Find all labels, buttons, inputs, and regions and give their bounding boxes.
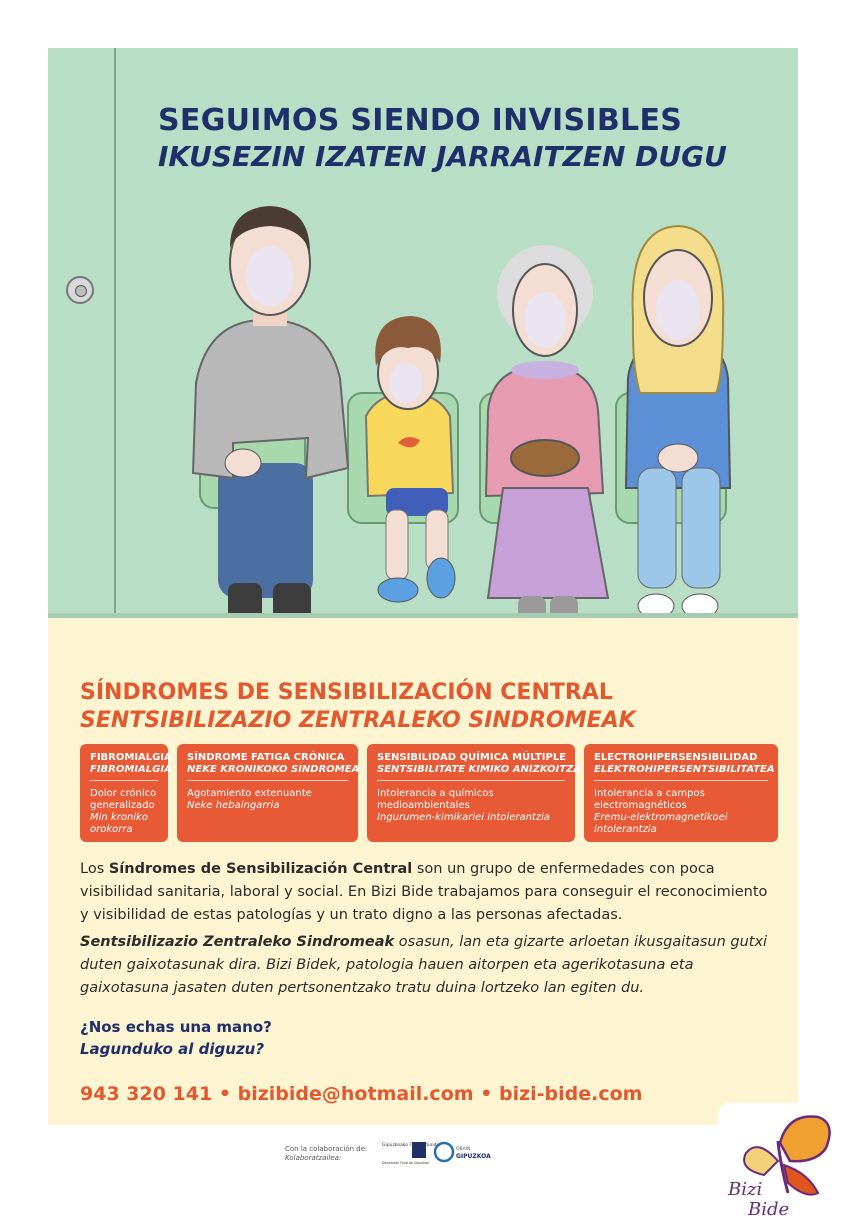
logo-word-2: Bide — [748, 1199, 790, 1220]
phone-number[interactable]: 943 320 141 — [80, 1083, 213, 1105]
bullet-separator: • — [218, 1083, 231, 1105]
syndrome-desc-es: Dolor crónico generalizado — [90, 788, 157, 811]
divider — [187, 780, 348, 781]
woman-figure — [626, 226, 730, 618]
syndrome-name-es: ELECTROHIPERSENSIBILIDAD — [594, 752, 758, 763]
syndrome-name-es: FIBROMIALGIA — [90, 752, 172, 763]
butterfly-logo-icon — [718, 1103, 846, 1223]
syndrome-name-eu: NEKE KRONIKOKO SINDROMEA — [187, 764, 360, 775]
syndrome-name-eu: ELEKTROHIPERSENTSIBILITATEA — [594, 764, 775, 775]
syndrome-card-electrohypersensitivity — [584, 744, 778, 842]
text-fragment: son un grupo de enfermedades con poca visibilidad sanitaria, laboral y social. En Bizi Bide trabajamos para conseguir el reconocimiento y visibilidad de estas patologías y un trato digno a las personas afectadas. — [80, 861, 768, 923]
syndrome-desc-eu: Min kroniko orokorra — [90, 812, 148, 835]
syndrome-desc-es: Intolerancia a químicos medioambientales — [377, 788, 494, 811]
section-title-basque: SENTSIBILIZAZIO ZENTRALEKO SINDROMEAK — [80, 708, 636, 733]
collab-label-eu: Kolaboratzailea: — [285, 1154, 342, 1162]
divider — [594, 780, 768, 781]
syndrome-card-fibromyalgia — [80, 744, 172, 842]
description-basque — [80, 931, 780, 1000]
people-illustration — [48, 48, 798, 618]
divider — [90, 780, 158, 781]
description-spanish — [80, 858, 780, 927]
gipuzkoa-name-eu: Gipuzkoako Foru Aldundia — [382, 1143, 441, 1148]
logo-word-1: Bizi — [728, 1179, 763, 1200]
gipuzkoa-label: GIPUZKOA — [456, 1153, 491, 1160]
syndrome-card-chronic-fatigue — [177, 744, 358, 842]
syndrome-name-eu: SENTSIBILITATE KIMIKO ANIZKOITZA — [377, 764, 581, 775]
obain-label: OBAIN — [456, 1147, 471, 1152]
bold-term: Síndromes de Sensibilización Central — [108, 861, 413, 877]
email-link[interactable]: bizibide@hotmail.com — [237, 1083, 474, 1105]
headline-spanish: SEGUIMOS SIENDO INVISIBLES — [158, 103, 683, 138]
syndrome-desc-es: Intolerancia a campos electromagnéticos — [594, 788, 705, 811]
headline-basque: IKUSEZIN IZATEN JARRAITZEN DUGU — [158, 140, 727, 173]
boy-figure — [366, 316, 455, 602]
text-fragment: Los — [80, 861, 109, 877]
syndrome-name-es: SENSIBILIDAD QUÍMICA MÚLTIPLE — [377, 752, 567, 763]
website-link[interactable]: bizi-bide.com — [498, 1083, 643, 1105]
bullet-separator: • — [480, 1083, 493, 1105]
contact-line — [80, 1083, 642, 1105]
bold-term: Sentsibilizazio Zentraleko Sindromeak — [80, 934, 395, 950]
man-figure — [193, 206, 348, 623]
syndrome-card-chemical-sensitivity — [367, 744, 581, 842]
syndrome-desc-eu: Eremu-elektromagnetikoei intolerantzia — [594, 812, 728, 835]
syndrome-desc-es: Agotamiento extenuante — [187, 788, 312, 799]
syndrome-name-es: SÍNDROME FATIGA CRÓNICA — [187, 752, 345, 763]
collaboration-note — [285, 1145, 367, 1163]
g-circle-icon — [435, 1143, 453, 1161]
bizi-bide-logo — [718, 1103, 846, 1223]
section-title-spanish: SÍNDROMES DE SENSIBILIZACIÓN CENTRAL — [80, 680, 613, 705]
syndrome-name-eu: FIBROMIALGIA — [90, 764, 172, 775]
divider — [377, 780, 565, 781]
waiting-room-scene — [48, 48, 798, 618]
text-fragment: osasun, lan eta gizarte arloetan ikusgaitasun gutxi duten gaixotasunak dira. Bizi Bidek, patologia hauen aitorpen eta agerikotasuna eta gaixotasuna jasaten duten pertsonentzako tratu duina lortzeko lan egiten du. — [80, 934, 768, 996]
syndrome-desc-eu: Ingurumen-kimikariei intolerantzia — [377, 812, 551, 823]
collab-label-es: Con la colaboración de: — [285, 1145, 368, 1153]
gipuzkoa-logo — [382, 1140, 500, 1166]
syndrome-desc-eu: Neke hebaingarria — [187, 800, 280, 811]
call-to-action-basque: Lagunduko al diguzu? — [80, 1040, 265, 1058]
gipuzkoa-name-es: Diputación Foral de Gipuzkoa — [382, 1161, 429, 1165]
call-to-action-spanish: ¿Nos echas una mano? — [80, 1018, 272, 1036]
grandma-figure — [486, 245, 608, 628]
